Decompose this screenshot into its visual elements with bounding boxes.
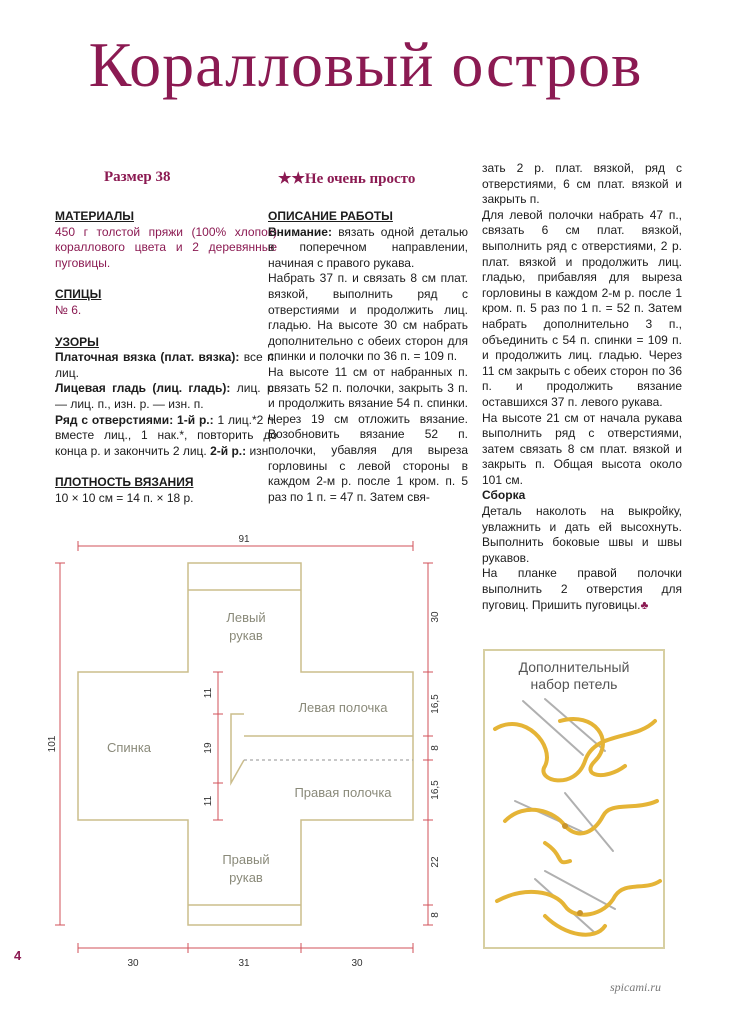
label-right-sleeve-2: рукав	[229, 870, 263, 885]
patterns-heading: УЗОРЫ	[55, 334, 99, 349]
assembly-heading: Сборка	[482, 488, 526, 503]
dim-bottom-1: 30	[127, 958, 139, 969]
watermark: spicami.ru	[610, 980, 661, 994]
pattern-stockinette-title: Лицевая гладь (лиц. гладь):	[55, 381, 231, 396]
label-left-front: Левая полочка	[298, 700, 388, 715]
description-para-2: На высоте 11 см от набранных п. связать 52 п. полочки, закрыть 3 п. и продолжить вязание 54 п. спинки. Через 19 см отложить вязание. Возобновить вязание 52 п. полочки, убавляя для выреза горловины с левой стороны в каждом 2-м р. после 1 кром. п. 5 раз по 1 п. = 47 п. Затем свя-	[268, 364, 468, 504]
size-label: Размер 38	[104, 169, 171, 185]
pattern-eyelet-text2: изн.	[246, 443, 272, 458]
pattern-garter	[55, 350, 277, 381]
needles-heading: СПИЦЫ	[55, 287, 102, 302]
page-number: 4	[14, 948, 22, 963]
pattern-stockinette	[55, 381, 277, 412]
attention-label: Внимание:	[268, 224, 332, 239]
dim-right-3: 8	[430, 745, 441, 751]
density-text: 10 × 10 см = 14 п. × 18 р.	[55, 490, 194, 505]
pattern-eyelet-text: 1 лиц.*2 п. вместе лиц., 1 нак.*, повторить до конца р. и закончить 2 лиц.	[55, 412, 278, 458]
right-column	[482, 161, 682, 613]
attention-text	[268, 225, 468, 272]
right-para-2: Для левой полочки набрать 47 п., связать 6 см плат. вязкой, выполнить ряд с отверстиями, 2 р. плат. вязкой и продолжить лиц. гладью, прибавляя для выреза горловины в каждом 2-м р. после 1 кром. п. 5 раз по 1 п. = 52 п. Затем набрать дополнительно 3 п., объединить с 54 п. спинки = 109 п. и продолжить лиц. гладью. Через 11 см закрыть с обеих сторон по 36 п. и продолжить вязание оставшихся 37 п. левого рукава.	[482, 207, 682, 409]
right-para-3: На высоте 21 см от начала рукава выполнить ряд с отверстиями, затем связать 8 см плат. вязкой и закрыть п. Общая высота около 101 см.	[482, 410, 682, 487]
cast-on-illustration	[483, 649, 665, 949]
difficulty-label	[278, 169, 415, 188]
dim-right-4: 16,5	[430, 780, 441, 800]
attention-body: вязать одной деталью в поперечном направлении, начиная с правого рукава.	[268, 224, 468, 270]
label-right-sleeve-1: Правый	[222, 852, 270, 867]
middle-column	[268, 209, 468, 505]
needles-text: № 6.	[55, 302, 82, 317]
pattern-eyelet	[55, 413, 277, 460]
label-back: Спинка	[106, 740, 152, 755]
dim-inner-2: 19	[203, 742, 214, 754]
dim-right-5: 22	[430, 856, 441, 868]
dim-right-1: 30	[430, 611, 441, 623]
density-heading: ПЛОТНОСТЬ ВЯЗАНИЯ	[55, 475, 194, 490]
buttons-text-body: На планке правой полочки выполнить 2 отверстия для пуговиц. Пришить пуговицы.	[482, 566, 682, 612]
pattern-stockinette-text: лиц. р. — лиц. п., изн. р. — изн. п.	[55, 381, 277, 411]
dim-bottom-2: 31	[238, 958, 250, 969]
club-icon: ♣	[640, 597, 649, 612]
difficulty-stars: ★★	[278, 171, 305, 187]
dim-left-height: 101	[47, 735, 58, 753]
dim-right-6: 8	[430, 912, 441, 918]
description-para-1: Набрать 37 п. и связать 8 см плат. вязкой, выполнить ряд с отверстиями и продолжить лиц. гладью. На высоте 30 см набрать дополнительно с обеих сторон для спинки и полочки по 36 п. = 109 п.	[268, 271, 468, 364]
assembly-text: Деталь наколоть на выкройку, увлажнить и дать ей высохнуть. Выполнить боковые швы и швы рукавов.	[482, 504, 682, 565]
page-title: Коралловый остров	[88, 29, 643, 100]
label-left-sleeve-1: Левый	[226, 610, 266, 625]
materials-heading: МАТЕРИАЛЫ	[55, 209, 135, 223]
buttons-text	[482, 566, 682, 613]
pattern-garter-title: Платочная вязка (плат. вязка):	[55, 350, 240, 365]
dim-inner-3: 11	[203, 795, 214, 807]
pattern-garter-text: все п. лиц.	[55, 350, 277, 380]
right-para-1: зать 2 р. плат. вязкой, ряд с отверстиями, 6 см плат. вязкой и закрыть п.	[482, 161, 682, 207]
left-column	[55, 209, 277, 507]
knitting-drawings	[485, 651, 663, 947]
description-heading: ОПИСАНИЕ РАБОТЫ	[268, 209, 393, 223]
dim-right-2: 16,5	[430, 694, 441, 714]
illustration-title-line-1: Дополнительный	[518, 659, 630, 675]
difficulty-text: Не очень просто	[304, 171, 416, 187]
label-left-sleeve-2: рукав	[229, 628, 263, 643]
yarn-knots	[562, 823, 583, 916]
pattern-diagram	[0, 520, 460, 980]
pattern-eyelet-title2: 2-й р.:	[206, 443, 247, 458]
pattern-eyelet-title: Ряд с отверстиями: 1-й р.:	[55, 412, 214, 427]
label-right-front: Правая полочка	[294, 785, 392, 800]
dim-inner-1: 11	[203, 687, 214, 699]
dim-top-width: 91	[238, 534, 250, 545]
dim-bottom-3: 30	[351, 958, 363, 969]
materials-text: 450 г толстой пряжи (100% хлопок) кораллового цвета и 2 деревянные пуговицы.	[55, 224, 277, 270]
illustration-title-line-2: набор петель	[530, 676, 618, 692]
